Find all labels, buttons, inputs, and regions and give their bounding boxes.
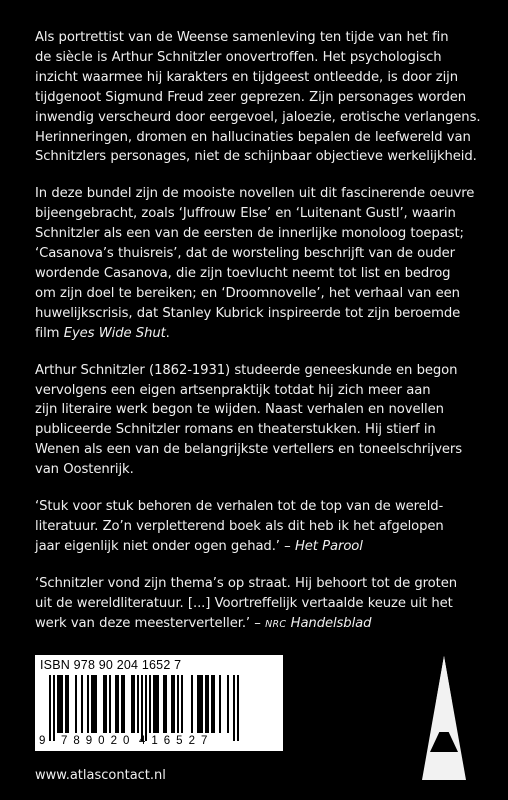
- text-line: de siècle is Arthur Schnitzler onovertroffen. Het psychologisch: [35, 49, 442, 65]
- barcode-bar: [153, 675, 155, 733]
- barcode-digits-left: 789020: [61, 735, 136, 747]
- paragraph-biography: [35, 361, 485, 480]
- barcode-bar: [49, 675, 51, 741]
- text-segment: film: [35, 325, 64, 341]
- barcode-bar: [131, 675, 133, 733]
- barcode-bar: [141, 675, 143, 741]
- isbn-number: ISBN 978 90 204 1652 7: [40, 658, 182, 672]
- text-line: ‘Casanova’s thuisreis’, dat de worsteling beschrijft van de ouder: [35, 246, 455, 262]
- barcode-bar: [213, 675, 215, 733]
- barcode-bar: [105, 675, 107, 733]
- barcode-bar: [157, 675, 159, 733]
- text-line: huwelijkscrisis, dat Stanley Kubrick inspireerde tot zijn beroemde: [35, 305, 461, 321]
- barcode-bar: [163, 675, 165, 733]
- publisher-website: www.atlascontact.nl: [35, 768, 166, 783]
- text-line: Als portrettist van de Weense samenleving ten tijde van het fin: [35, 30, 449, 45]
- quote-nrc-handelsblad: [35, 574, 485, 635]
- barcode-bar: [81, 675, 83, 733]
- text-line: van Oostenrijk.: [35, 462, 134, 478]
- barcode-bar: [181, 675, 183, 733]
- barcode-bar: [155, 675, 157, 733]
- text-line: [35, 614, 485, 635]
- barcode-digit-first: 9: [39, 735, 46, 747]
- barcode-bar: [123, 675, 125, 733]
- barcode-bar: [61, 675, 63, 733]
- text-line: vervolgens een eigen artsenpraktijk totdat hij zich meer aan: [35, 382, 431, 398]
- barcode-bar: [67, 675, 69, 733]
- text-line: ‘Stuk voor stuk behoren de verhalen tot de top van de wereld-: [35, 499, 444, 515]
- barcode-digits-right: 416527: [139, 735, 214, 747]
- text-line: Herinneringen, dromen en hallucinaties bepalen de leefwereld van: [35, 129, 471, 145]
- barcode-bar: [173, 675, 175, 733]
- isbn-barcode: [35, 655, 283, 751]
- barcode-bar: [103, 675, 105, 733]
- barcode-bar: [149, 675, 151, 733]
- barcode-bar: [53, 675, 55, 741]
- text-line: ‘Schnitzler vond zijn thema’s op straat. Hij behoort tot de groten: [35, 575, 457, 591]
- text-line: Schnitzlers personages, niet de schijnbaar objectieve werkelijkheid.: [35, 149, 477, 165]
- quote-source: Handelsblad: [286, 615, 372, 631]
- barcode-bar: [165, 675, 167, 733]
- back-cover-text: [35, 28, 485, 651]
- barcode-bar: [207, 675, 209, 733]
- atlas-contact-logo: [400, 652, 488, 780]
- text-segment: .: [165, 325, 170, 341]
- barcode-bar: [197, 675, 199, 733]
- barcode-bar: [233, 675, 235, 741]
- paragraph-contents: [35, 184, 485, 343]
- barcode-bar: [75, 675, 77, 733]
- barcode-bar: [219, 675, 221, 733]
- text-line: Schnitzler als een van de eersten de innerlijke monoloog toepast;: [35, 226, 464, 242]
- text-segment: werk van deze meesterverteller.’ –: [35, 615, 266, 631]
- text-line: wordende Casanova, die zijn toevlucht neemt tot list en bedrog: [35, 265, 451, 281]
- barcode-bar: [65, 675, 67, 733]
- barcode-bar: [237, 675, 239, 741]
- text-line: In deze bundel zijn de mooiste novellen uit dit fascinerende oeuvre: [35, 186, 475, 202]
- barcode-bar: [87, 675, 89, 733]
- quote-source: Het Parool: [294, 538, 363, 554]
- quote-source-nrc: NRC: [265, 618, 287, 630]
- text-line: bijeengebracht, zoals ‘Juffrouw Else’ en ‘Luitenant Gustl’, waarin: [35, 206, 456, 222]
- barcode-bar: [93, 675, 95, 733]
- text-line: uit de wereldliteratuur. [...] Voortreffelijk vertaalde keuze uit het: [35, 595, 453, 611]
- barcode-bar: [133, 675, 135, 733]
- text-line: zijn literaire werk begon te wijden. Naast verhalen en novellen: [35, 402, 444, 418]
- barcode-bar: [109, 675, 111, 733]
- text-line: [35, 324, 485, 344]
- barcode-bar: [57, 675, 59, 733]
- barcode-bar: [191, 675, 193, 733]
- barcode-bar: [91, 675, 93, 733]
- barcode-bar: [115, 675, 117, 733]
- text-line: inwendig verscheurd door eergevoel, jaloezie, erotische verlangens.: [35, 109, 481, 125]
- barcode-bar: [171, 675, 173, 733]
- barcode-bar: [205, 675, 207, 733]
- text-segment: jaar eigenlijk niet onder ogen gehad.’ –: [35, 538, 295, 554]
- barcode-bar: [117, 675, 119, 733]
- text-line: publiceerde Schnitzler romans en theaterstukken. Hij stierf in: [35, 422, 436, 438]
- text-line: Arthur Schnitzler (1862-1931) studeerde geneeskunde en begon: [35, 362, 458, 378]
- barcode-bar: [199, 675, 201, 733]
- text-line: om zijn doel te bereiken; en ‘Droomnovelle’, het verhaal van een: [35, 285, 460, 301]
- text-line: inzicht waarmee hij karakters en tijdgeest ontleedde, is door zijn: [35, 69, 459, 85]
- barcode-bar: [121, 675, 123, 733]
- text-line: Wenen als een van de belangrijkste vertellers en toneelschrijvers: [35, 442, 463, 458]
- text-line: tijdgenoot Sigmund Freud zeer geprezen. Zijn personages worden: [35, 89, 467, 105]
- barcode-bar: [227, 675, 229, 733]
- film-title: Eyes Wide Shut: [63, 325, 166, 341]
- barcode-bar: [95, 675, 97, 733]
- barcode-bar: [145, 675, 147, 741]
- barcode-bar: [211, 675, 213, 733]
- text-line: literatuur. Zo’n verpletterend boek als dit heb ik het afgelopen: [35, 518, 444, 534]
- barcode-bar: [177, 675, 179, 733]
- paragraph-intro: [35, 28, 485, 167]
- text-line: [35, 537, 485, 557]
- barcode-bar: [201, 675, 203, 733]
- barcode-bar: [137, 675, 139, 733]
- quote-het-parool: [35, 497, 485, 557]
- barcode-bar: [59, 675, 61, 733]
